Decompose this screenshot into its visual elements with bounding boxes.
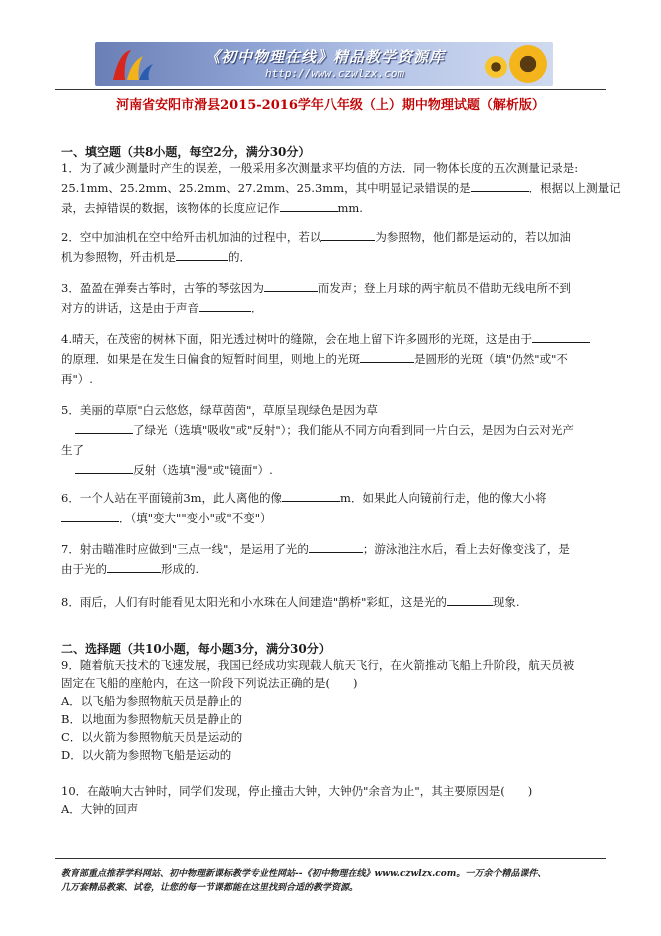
- option-c[interactable]: C．以火箭为参照物航天员是运动的: [61, 730, 243, 744]
- question-text: 再"）.: [61, 372, 93, 386]
- answer-blank[interactable]: [199, 300, 251, 312]
- question-8: [61, 592, 586, 612]
- question-text: 反射（选填"漫"或"镜面"）.: [61, 460, 586, 480]
- question-6: [61, 488, 586, 528]
- header-divider: [55, 89, 606, 90]
- question-text: 机为参照物，歼击机是 的．: [61, 250, 251, 264]
- question-text: 生了: [61, 443, 84, 457]
- question-text: 固定在飞船的座舱内，在这一阶段下列说法正确的是( ): [61, 676, 358, 690]
- question-1: [61, 158, 621, 218]
- question-text: 由于光的 形成的.: [61, 562, 200, 576]
- answer-blank[interactable]: [471, 180, 529, 192]
- question-text: 的原理．如果是在发生日偏食的短暂时间里，则地上的光斑 是圆形的光斑（填"仍然"或"不: [61, 352, 568, 366]
- question-3: [61, 278, 586, 318]
- answer-blank[interactable]: [282, 490, 340, 502]
- footer-text: 几万套精品教案、试卷，让您的每一节课都能在这里找到合适的教学资源。: [61, 883, 359, 893]
- question-text: 录，去掉错误的数据，该物体的长度应记作 mm.: [61, 201, 363, 215]
- header-banner: [95, 42, 553, 86]
- option-a[interactable]: A．大钟的回声: [61, 802, 139, 816]
- answer-blank[interactable]: [107, 561, 161, 573]
- page-footer: [61, 867, 601, 895]
- question-text: 4.晴天，在茂密的树林下面，阳光透过树叶的缝隙，会在地上留下许多圆形的光斑，这是由于: [61, 329, 586, 349]
- question-text: ．（填"变大""变小"或"不变"）: [61, 508, 586, 528]
- banner-url[interactable]: http://www.czwlzx.com: [265, 67, 405, 80]
- answer-blank[interactable]: [280, 200, 338, 212]
- question-text: 2．空中加油机在空中给歼击机加油的过程中，若以 为参照物，他们都是运动的，若以加油: [61, 230, 571, 244]
- answer-blank[interactable]: [75, 422, 133, 434]
- section-heading-choice: 二、选择题（共10小题，每小题3分，满分30分）: [61, 642, 331, 656]
- answer-blank[interactable]: [309, 541, 363, 553]
- question-4: [61, 329, 586, 389]
- question-9: [61, 656, 586, 764]
- section-heading-fill-blank: 一、填空题（共8小题，每空2分，满分30分）: [61, 145, 311, 159]
- question-text: 9．随着航天技术的飞速发展，我国已经成功实现载人航天飞行，在火箭推动飞船上升阶段，航天员被: [61, 658, 575, 672]
- answer-blank[interactable]: [61, 510, 119, 522]
- sunflower-icon: [485, 56, 507, 78]
- question-text: 8．雨后，人们有时能看见太阳光和小水珠在人间建造"鹊桥"彩虹，这是光的 现象.: [61, 595, 520, 609]
- footer-text: 教育部重点推荐学科网站、初中物理新课标教学专业性网站--《初中物理在线》www.czwlzx.com。一万余个精品课件、: [61, 869, 547, 879]
- question-text: 5．美丽的草原"白云悠悠，绿草茵茵"，草原呈现绿色是因为草: [61, 403, 378, 417]
- question-5: [61, 400, 586, 480]
- option-d[interactable]: D．以火箭为参照物飞船是运动的: [61, 748, 232, 762]
- sunflower-icon: [509, 45, 547, 83]
- question-7: [61, 539, 586, 579]
- question-text: 6．一个人站在平面镜前3m，此人离他的像 m．如果此人向镜前行走，他的像大小将: [61, 491, 547, 505]
- question-text: 7．射击瞄准时应做到"三点一线"，是运用了光的 ；游泳池注水后，看上去好像变浅了，是: [61, 542, 570, 556]
- answer-blank[interactable]: [176, 249, 228, 261]
- option-a[interactable]: A．以飞船为参照物航天员是静止的: [61, 694, 242, 708]
- question-text: 3．盈盈在弹奏古筝时，古筝的琴弦因为 而发声；登上月球的两宇航员不借助无线电所不到: [61, 281, 571, 295]
- answer-blank[interactable]: [447, 594, 493, 606]
- answer-blank[interactable]: [75, 462, 133, 474]
- answer-blank[interactable]: [321, 229, 375, 241]
- answer-blank[interactable]: [360, 351, 414, 363]
- document-title: 河南省安阳市滑县2015-2016学年八年级（上）期中物理试题（解析版）: [116, 98, 545, 113]
- banner-title: 《初中物理在线》精品教学资源库: [205, 48, 446, 66]
- site-logo-icon: [109, 46, 155, 82]
- question-text: 对方的讲话，这是由于声音 ．: [61, 301, 263, 315]
- option-b[interactable]: B．以地面为参照物航天员是静止的: [61, 712, 242, 726]
- answer-blank[interactable]: [532, 331, 590, 343]
- question-text: 了绿光（选填"吸收"或"反射"）；我们能从不同方向看到同一片白云，是因为白云对光产: [61, 420, 586, 440]
- question-text: 25.1mm、25.2mm、25.2mm、27.2mm、25.3mm，其中明显记录错误的是 ．根据以上测量记: [61, 181, 621, 195]
- question-10: [61, 782, 586, 818]
- question-2: [61, 227, 586, 267]
- question-text: 1．为了减少测量时产生的误差，一般采用多次测量求平均值的方法．同一物体长度的五次测量记录是:: [61, 161, 579, 175]
- answer-blank[interactable]: [264, 280, 318, 292]
- question-text: 10．在敲响大古钟时，同学们发现，停止撞击大钟，大钟仍"余音为止"，其主要原因是( ): [61, 784, 533, 798]
- footer-divider: [55, 858, 606, 859]
